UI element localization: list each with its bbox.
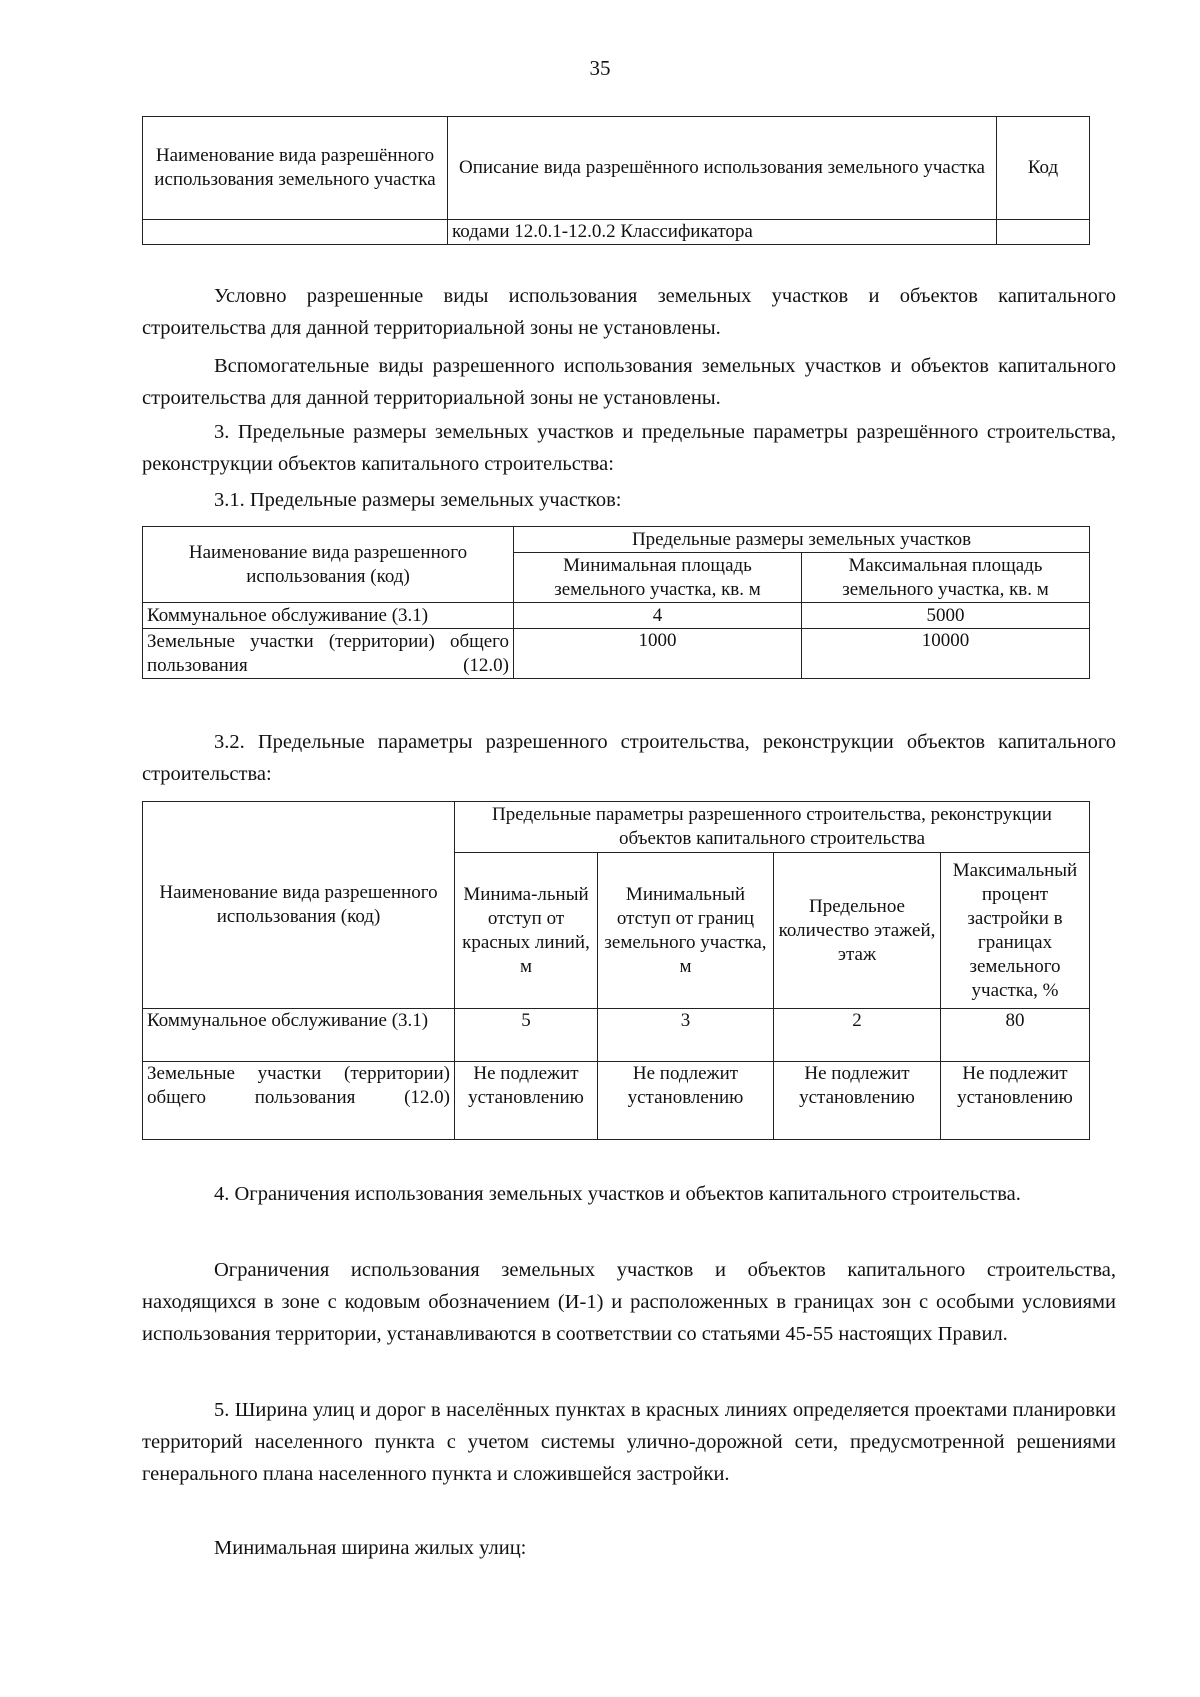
table2-header-name: Наименование вида разрешенного использования (код): [143, 527, 514, 603]
table3-row-value: Не подлежит установлению: [941, 1062, 1090, 1140]
paragraph: 3.2. Предельные параметры разрешенного строительства, реконструкции объектов капитального строительства:: [142, 731, 1116, 785]
table2-row-name: Земельные участки (территории) общего пользования (12.0): [143, 629, 514, 679]
table2-header-max-area: Максимальная площадь земельного участка, кв. м: [802, 553, 1090, 603]
table2-row-max: 5000: [802, 603, 1090, 629]
table3-header-group: Предельные параметры разрешенного строительства, реконструкции объектов капитального строительства: [455, 802, 1090, 853]
table2-header-group: Предельные размеры земельных участков: [514, 527, 1090, 553]
table3-header-floors: Предельное количество этажей, этаж: [774, 853, 941, 1009]
table2-row-max: 10000: [802, 629, 1090, 679]
table1-header-description: Описание вида разрешённого использования земельного участка: [448, 117, 997, 220]
table3-row-value: 2: [774, 1009, 941, 1062]
table1-header-name: Наименование вида разрешённого использования земельного участка: [143, 117, 448, 220]
page-number: 35: [589, 56, 611, 80]
table1-cell: [997, 220, 1090, 245]
paragraph: Минимальная ширина жилых улиц:: [214, 1537, 527, 1559]
paragraph: Ограничения использования земельных участков и объектов капитального строительства, находящихся в зоне с кодовым обозначением (И-1) и расположенных в границах зон с особыми условиями использования территории, устанавливаются в соответствии со статьями 45-55 настоящих Правил.: [142, 1259, 1116, 1345]
table3-header-red-line-setback: Минима-льный отступ от красных линий, м: [455, 853, 598, 1009]
paragraph: Вспомогательные виды разрешенного использования земельных участков и объектов капитального строительства для данной территориальной зоны не установлены.: [142, 355, 1116, 409]
table3-row-name: Коммунальное обслуживание (3.1): [143, 1009, 455, 1062]
table3-row-value: 5: [455, 1009, 598, 1062]
plot-size-table: [142, 526, 1090, 679]
construction-params-table: [142, 801, 1090, 1140]
permitted-use-table: [142, 116, 1090, 245]
table2-row-min: 4: [514, 603, 802, 629]
paragraph: 5. Ширина улиц и дорог в населённых пунктах в красных линиях определяется проектами планировки территорий населенного пункта с учетом системы улично-дорожной сети, предусмотренной решениями генерального плана населенного пункта и сложившейся застройки.: [142, 1399, 1116, 1485]
table2-row-min: 1000: [514, 629, 802, 679]
table3-row-value: Не подлежит установлению: [598, 1062, 774, 1140]
paragraph: Условно разрешенные виды использования земельных участков и объектов капитального строительства для данной территориальной зоны не установлены.: [142, 285, 1116, 339]
table1-cell: [143, 220, 448, 245]
paragraph: 3.1. Предельные размеры земельных участков:: [214, 489, 622, 511]
table3-header-name: Наименование вида разрешенного использования (код): [143, 802, 455, 1009]
table2-header-min-area: Минимальная площадь земельного участка, кв. м: [514, 553, 802, 603]
table3-row-value: Не подлежит установлению: [774, 1062, 941, 1140]
table1-cell: кодами 12.0.1-12.0.2 Классификатора: [448, 220, 997, 245]
paragraph: 4. Ограничения использования земельных участков и объектов капитального строительства.: [214, 1183, 1021, 1205]
table2-row-name: Коммунальное обслуживание (3.1): [143, 603, 514, 629]
paragraph: 3. Предельные размеры земельных участков и предельные параметры разрешённого строительства, реконструкции объектов капитального строительства:: [142, 421, 1116, 475]
table3-row-value: Не подлежит установлению: [455, 1062, 598, 1140]
table3-row-name: Земельные участки (территории) общего пользования (12.0): [143, 1062, 455, 1140]
table3-row-value: 80: [941, 1009, 1090, 1062]
table3-row-value: 3: [598, 1009, 774, 1062]
table3-header-coverage: Максимальный процент застройки в границах земельного участка, %: [941, 853, 1090, 1009]
table1-header-code: Код: [997, 117, 1090, 220]
table3-header-boundary-setback: Минимальный отступ от границ земельного участка, м: [598, 853, 774, 1009]
